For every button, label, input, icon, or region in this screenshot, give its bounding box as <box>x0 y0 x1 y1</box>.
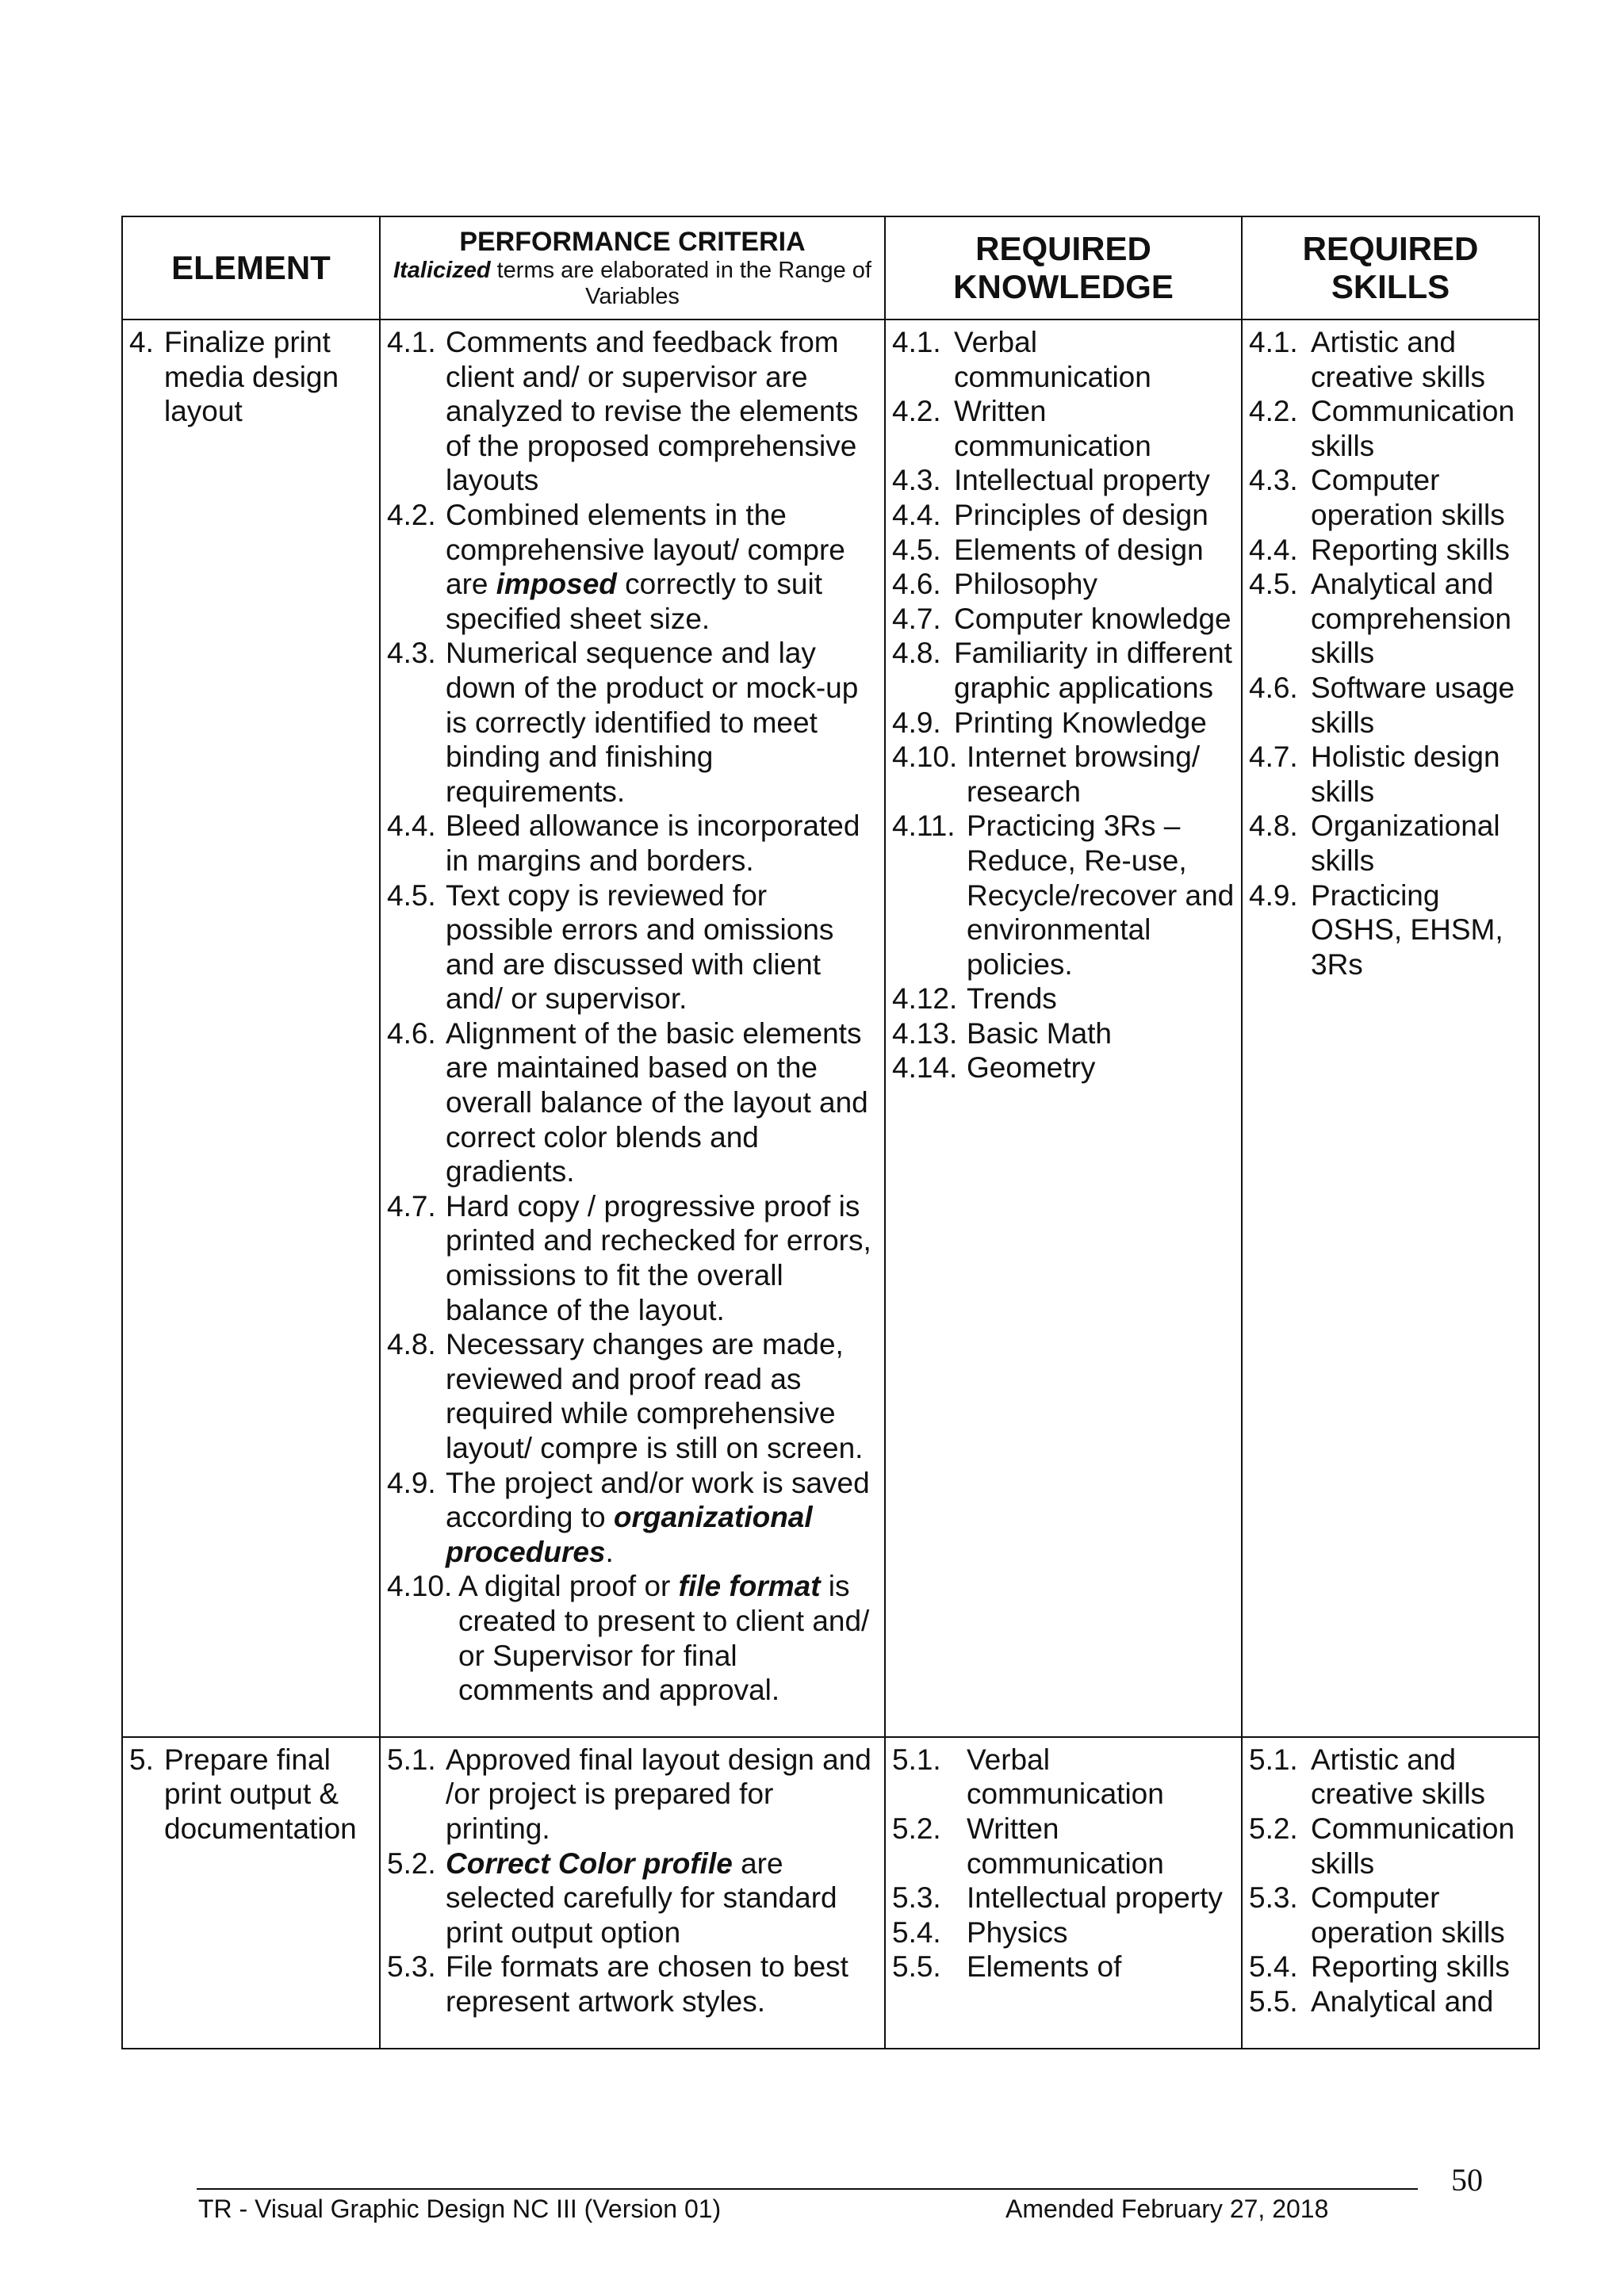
knowledge-number: 4.5. <box>892 533 941 566</box>
skills-text: Software usage skills <box>1311 671 1515 739</box>
header-pc-subtitle <box>381 258 884 310</box>
skills-text: Computer operation skills <box>1311 464 1505 531</box>
table-body <box>122 320 1539 2049</box>
criteria-text-part: Necessary changes are made, reviewed and proof read as required while comprehensive layout/ compre is still on screen. <box>446 1328 864 1464</box>
knowledge-number: 4.14. <box>892 1051 958 1085</box>
knowledge-item <box>892 325 1235 394</box>
skills-text: Reporting skills <box>1311 533 1510 566</box>
skills-item <box>1249 740 1532 809</box>
element-cell <box>122 320 380 1737</box>
skills-text: Analytical and <box>1311 1984 1494 2018</box>
header-performance-criteria <box>380 216 885 320</box>
criteria-list <box>381 320 884 1736</box>
criteria-text <box>446 1950 878 2019</box>
knowledge-list <box>886 1738 1241 2013</box>
criteria-number: 4.8. <box>387 1328 436 1361</box>
criteria-text <box>446 1743 878 1846</box>
knowledge-number: 4.4. <box>892 498 941 531</box>
skills-text: Practicing OSHS, EHSM, 3Rs <box>1311 878 1503 981</box>
criteria-number: 4.9. <box>387 1466 436 1499</box>
criteria-text-part: Numerical sequence and lay down of the product or mock-up is correctly identified to meet binding and finishing requirements. <box>446 637 859 808</box>
criteria-text-part: Bleed allowance is incorporated in margins and borders. <box>446 809 860 877</box>
skills-number: 5.4. <box>1249 1950 1298 1984</box>
knowledge-number: 4.9. <box>892 706 941 739</box>
knowledge-text: Practicing 3Rs – Reduce, Re-use, Recycle/recover and environmental policies. <box>967 809 1235 981</box>
header-pc-title: PERFORMANCE CRITERIA <box>459 227 806 257</box>
criteria-text-part: Comments and feedback from client and/ or supervisor are analyzed to revise the elements of the proposed comprehensive layouts <box>446 326 859 497</box>
knowledge-text: Verbal communication <box>967 1743 1164 1811</box>
skills-item <box>1249 533 1532 568</box>
skills-number: 4.8. <box>1249 809 1298 843</box>
table-row <box>122 320 1539 1737</box>
criteria-item <box>387 1569 878 1707</box>
skills-number: 4.1. <box>1249 326 1298 358</box>
criteria-text-part: Alignment of the basic elements are maintained based on the overall balance of the layout and correct color blends and gradients. <box>446 1016 868 1188</box>
knowledge-text: Philosophy <box>954 568 1098 601</box>
criteria-item <box>387 1327 878 1465</box>
criteria-text <box>458 1569 878 1707</box>
skills-number: 4.5. <box>1249 568 1298 601</box>
criteria-number: 4.10. <box>387 1570 453 1603</box>
knowledge-item <box>892 636 1235 705</box>
criteria-text-part: File formats are chosen to best represent artwork styles. <box>446 1950 848 2018</box>
skills-number: 5.1. <box>1249 1743 1298 1776</box>
criteria-text-part: A digital proof or <box>458 1570 679 1603</box>
knowledge-item <box>892 1881 1235 1915</box>
element-cell <box>122 1737 380 2049</box>
criteria-emphasis: file format <box>678 1570 821 1603</box>
knowledge-item <box>892 602 1235 637</box>
criteria-item <box>387 1743 878 1846</box>
skills-text: Artistic and creative skills <box>1311 326 1485 393</box>
criteria-number: 4.5. <box>387 878 436 912</box>
criteria-text-part: is created to present to client and/ or Supervisor for final comments and approval. <box>458 1570 870 1707</box>
knowledge-text: Computer knowledge <box>954 602 1231 635</box>
skills-item <box>1249 1881 1532 1950</box>
skills-list <box>1243 320 1538 1010</box>
header-skills <box>1242 216 1539 320</box>
criteria-emphasis: Correct Color profile <box>446 1846 733 1880</box>
knowledge-number: 5.2. <box>892 1812 941 1845</box>
header-pc-sub-rest: terms are elaborated in the Range of Variables <box>490 258 871 309</box>
criteria-text <box>446 1189 878 1327</box>
element-content <box>123 1738 379 1875</box>
skills-item <box>1249 325 1532 394</box>
criteria-text <box>446 878 878 1016</box>
knowledge-text: Geometry <box>967 1051 1096 1085</box>
knowledge-number: 4.13. <box>892 1016 958 1050</box>
criteria-text-part: are selected carefully for standard print output option <box>446 1846 837 1949</box>
element-text: Finalize print media design layout <box>164 326 339 428</box>
knowledge-text: Written communication <box>954 395 1151 462</box>
knowledge-item <box>892 1016 1235 1051</box>
knowledge-number: 4.6. <box>892 568 941 601</box>
knowledge-number: 5.4. <box>892 1915 941 1949</box>
criteria-item <box>387 1950 878 2019</box>
element-item <box>129 1743 373 1846</box>
knowledge-cell <box>885 1737 1242 2049</box>
knowledge-text: Basic Math <box>967 1016 1113 1050</box>
knowledge-cell <box>885 320 1242 1737</box>
knowledge-item <box>892 1950 1235 1984</box>
knowledge-number: 4.10. <box>892 740 958 774</box>
knowledge-item <box>892 533 1235 568</box>
knowledge-number: 4.12. <box>892 982 958 1016</box>
knowledge-number: 5.1. <box>892 1743 941 1776</box>
criteria-number: 4.6. <box>387 1016 436 1050</box>
knowledge-text: Familiarity in different graphic applications <box>954 637 1232 704</box>
criteria-item <box>387 325 878 498</box>
knowledge-item <box>892 1050 1235 1085</box>
criteria-text-part: . <box>605 1535 614 1568</box>
knowledge-item <box>892 1743 1235 1812</box>
knowledge-item <box>892 706 1235 740</box>
skills-list <box>1243 1738 1538 2048</box>
criteria-text-part: The project and/or work is saved according to <box>446 1466 870 1534</box>
skills-text: Organizational skills <box>1311 809 1500 877</box>
criteria-number: 5.2. <box>387 1846 436 1880</box>
knowledge-text: Written communication <box>967 1812 1164 1880</box>
criteria-cell <box>380 1737 885 2049</box>
knowledge-number: 4.7. <box>892 602 941 635</box>
skills-item <box>1249 1743 1532 1812</box>
header-row <box>122 216 1539 320</box>
knowledge-text: Intellectual property <box>967 1881 1223 1915</box>
criteria-text <box>446 1016 878 1189</box>
skills-item <box>1249 463 1532 532</box>
knowledge-text: Trends <box>967 982 1057 1016</box>
knowledge-list <box>886 320 1241 1114</box>
criteria-text <box>446 498 878 636</box>
knowledge-item <box>892 982 1235 1016</box>
header-knowledge <box>885 216 1242 320</box>
knowledge-number: 4.8. <box>892 637 941 670</box>
knowledge-number: 4.1. <box>892 326 941 358</box>
skills-text: Communication skills <box>1311 395 1515 462</box>
element-text: Prepare final print output & documentation <box>164 1743 357 1845</box>
knowledge-text: Verbal communication <box>954 326 1151 393</box>
criteria-text <box>446 809 878 878</box>
criteria-number: 4.3. <box>387 637 436 670</box>
criteria-text <box>446 1466 878 1570</box>
skills-number: 5.2. <box>1249 1812 1298 1845</box>
skills-item <box>1249 671 1532 740</box>
element-number: 5. <box>129 1743 154 1776</box>
knowledge-text: Elements of <box>967 1950 1122 1984</box>
criteria-text-part: correctly to suit specified sheet size. <box>446 568 822 635</box>
element-number: 4. <box>129 326 154 358</box>
criteria-item <box>387 498 878 636</box>
knowledge-item <box>892 394 1235 463</box>
header-knowledge-label: REQUIRED KNOWLEDGE <box>953 230 1174 305</box>
knowledge-number: 4.11. <box>892 809 956 843</box>
skills-item <box>1249 809 1532 878</box>
criteria-number: 5.3. <box>387 1950 436 1984</box>
skills-item <box>1249 567 1532 671</box>
skills-text: Reporting skills <box>1311 1950 1510 1984</box>
criteria-list <box>381 1738 884 2048</box>
knowledge-text: Printing Knowledge <box>954 706 1207 739</box>
skills-text: Computer operation skills <box>1311 1881 1505 1949</box>
criteria-item <box>387 809 878 878</box>
criteria-item <box>387 878 878 1016</box>
skills-item <box>1249 394 1532 463</box>
knowledge-text: Principles of design <box>954 498 1208 531</box>
criteria-text <box>446 1327 878 1465</box>
criteria-number: 5.1. <box>387 1743 436 1776</box>
skills-number: 4.9. <box>1249 878 1298 912</box>
table-row <box>122 1737 1539 2049</box>
criteria-item <box>387 1016 878 1189</box>
knowledge-item <box>892 740 1235 809</box>
skills-text: Analytical and comprehension skills <box>1311 568 1511 670</box>
skills-item <box>1249 1984 1532 2019</box>
knowledge-number: 4.2. <box>892 395 941 428</box>
knowledge-text: Intellectual property <box>954 464 1210 497</box>
skills-item <box>1249 878 1532 982</box>
criteria-text <box>446 325 878 498</box>
knowledge-number: 5.5. <box>892 1950 941 1984</box>
criteria-text-part: Text copy is reviewed for possible errors and omissions and are discussed with client and/ or supervisor. <box>446 878 834 1016</box>
criteria-number: 4.1. <box>387 326 436 358</box>
criteria-item <box>387 1189 878 1327</box>
criteria-text <box>446 1846 878 1950</box>
element-content <box>123 320 379 457</box>
page-number: 50 <box>1451 2162 1483 2198</box>
knowledge-item <box>892 463 1235 498</box>
competency-table <box>121 216 1540 2049</box>
header-pc-sub-italic: Italicized <box>393 258 491 283</box>
skills-number: 4.4. <box>1249 533 1298 566</box>
header-element <box>122 216 380 320</box>
footer-rule <box>197 2188 1418 2190</box>
skills-cell <box>1242 320 1539 1737</box>
skills-number: 4.3. <box>1249 464 1298 497</box>
skills-number: 4.2. <box>1249 395 1298 428</box>
footer-amended-date: Amended February 27, 2018 <box>1005 2195 1329 2223</box>
header-skills-label: REQUIRED SKILLS <box>1302 230 1479 305</box>
criteria-emphasis: imposed <box>496 568 617 601</box>
criteria-number: 4.4. <box>387 809 436 843</box>
skills-number: 5.3. <box>1249 1881 1298 1915</box>
skills-cell <box>1242 1737 1539 2049</box>
criteria-text-part: Hard copy / progressive proof is printed and rechecked for errors, omissions to fit the overall balance of the layout. <box>446 1189 871 1326</box>
criteria-text <box>446 636 878 809</box>
footer-document-title: TR - Visual Graphic Design NC III (Version 01) <box>198 2195 722 2223</box>
header-element-label: ELEMENT <box>171 249 331 286</box>
criteria-emphasis: organizational procedures <box>446 1501 813 1568</box>
skills-number: 4.6. <box>1249 671 1298 704</box>
knowledge-text: Elements of design <box>954 533 1204 566</box>
skills-number: 4.7. <box>1249 740 1298 774</box>
skills-item <box>1249 1812 1532 1881</box>
knowledge-item <box>892 1915 1235 1950</box>
skills-text: Communication skills <box>1311 1812 1515 1880</box>
knowledge-item <box>892 809 1235 982</box>
knowledge-item <box>892 1812 1235 1881</box>
knowledge-number: 5.3. <box>892 1881 941 1915</box>
criteria-number: 4.2. <box>387 498 436 531</box>
criteria-text-part: Approved final layout design and /or project is prepared for printing. <box>446 1743 871 1845</box>
element-item <box>129 325 373 429</box>
knowledge-text: Physics <box>967 1915 1068 1949</box>
skills-item <box>1249 1950 1532 1984</box>
skills-text: Holistic design skills <box>1311 740 1500 808</box>
knowledge-item <box>892 567 1235 602</box>
knowledge-item <box>892 498 1235 533</box>
criteria-item <box>387 1846 878 1950</box>
criteria-item <box>387 636 878 809</box>
criteria-item <box>387 1466 878 1570</box>
criteria-cell <box>380 320 885 1737</box>
criteria-text-part: Combined elements in the comprehensive layout/ compre are <box>446 498 845 601</box>
criteria-number: 4.7. <box>387 1189 436 1223</box>
knowledge-text: Internet browsing/ research <box>967 740 1201 808</box>
knowledge-number: 4.3. <box>892 464 941 497</box>
skills-text: Artistic and creative skills <box>1311 1743 1485 1811</box>
skills-number: 5.5. <box>1249 1984 1298 2018</box>
